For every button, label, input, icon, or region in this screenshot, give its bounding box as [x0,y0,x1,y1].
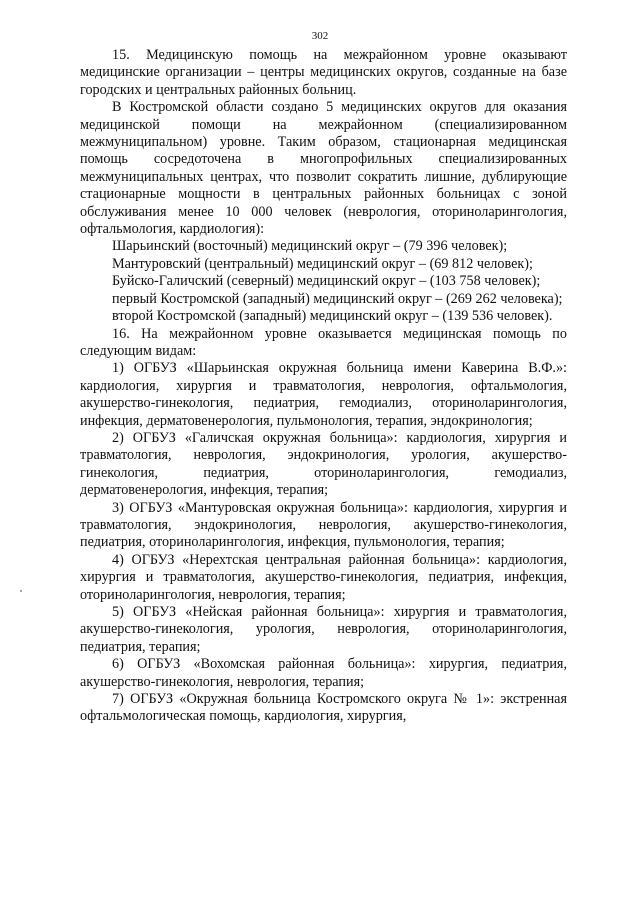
hospital-item-3: 3) ОГБУЗ «Мантуровская окружная больница»: кардиология, хирургия и травматология, эндокринология, неврология, акушерство-гинекология, педиатрия, оториноларингология, инфекция, пульмонология, терапия; [80,499,567,551]
scan-speck [20,590,22,592]
district-buy-galich: Буйско-Галичский (северный) медицинский округ – (103 758 человек); [112,273,541,290]
district-kostroma-1: первый Костромской (западный) медицинский округ – (269 262 человека); [112,290,563,307]
district-kostroma-2: второй Костромской (западный) медицинский округ – (139 536 человек). [112,308,553,325]
hospital-item-5: 5) ОГБУЗ «Нейская районная больница»: хирургия и травматология, акушерство-гинекология, урология, неврология, оториноларингология, педиатрия, терапия; [80,604,567,655]
hospital-item-1: 1) ОГБУЗ «Шарьинская окружная больница имени Каверина В.Ф.»: кардиология, хирургия и травматология, неврология, офтальмология, акушерство-гинекология, педиатрия, гемодиализ, оториноларингология, инфекция, дерматовенерология, пульмонология, терапия, эндокринология; [80,360,567,429]
hospital-item-6: 6) ОГБУЗ «Вохомская районная больница»: хирургия, педиатрия, акушерство-гинекология, неврология, терапия; [80,656,567,690]
paragraph-15: 15. Медицинскую помощь на межрайонном уровне оказывают медицинские организации – центры медицинских округов, созданные на базе городских и центральных районных больниц. [80,47,567,98]
district-sharya: Шарьинский (восточный) медицинский округ – (79 396 человек); [112,238,508,255]
paragraph-districts-intro: В Костромской области создано 5 медицинских округов для оказания медицинской помощи на межрайонном (специализированном межмуниципальном) уровне. Таким образом, стационарная медицинская помощь сосредоточена в многопрофильных специализированных межмуниципальных центрах, что позволит сократить лишние, дублирующие стационарные мощности в центральных районных больницах с зоной обслуживания менее 10 000 человек (неврология, оториноларингология, офтальмология, кардиология): [80,99,567,238]
document-body [80,47,567,726]
paragraph-16: 16. На межрайонном уровне оказывается медицинская помощь по следующим видам: [80,325,567,359]
hospital-item-7: 7) ОГБУЗ «Окружная больница Костромского округа № 1»: экстренная офтальмологическая помощь, кардиология, хирургия, [80,691,567,725]
hospital-item-2: 2) ОГБУЗ «Галичская окружная больница»: кардиология, хирургия и травматология, неврология, эндокринология, урология, акушерство-гинекология, педиатрия, оториноларингология, гемодиализ, дерматовенерология, инфекция, терапия; [80,429,567,499]
page-number: 302 [311,30,329,42]
hospital-item-4: 4) ОГБУЗ «Нерехтская центральная районная больница»: кардиология, хирургия и травматология, акушерство-гинекология, педиатрия, инфекция, оториноларингология, неврология, терапия; [80,551,567,603]
district-manturovo: Мантуровский (центральный) медицинский округ – (69 812 человек); [112,255,533,272]
